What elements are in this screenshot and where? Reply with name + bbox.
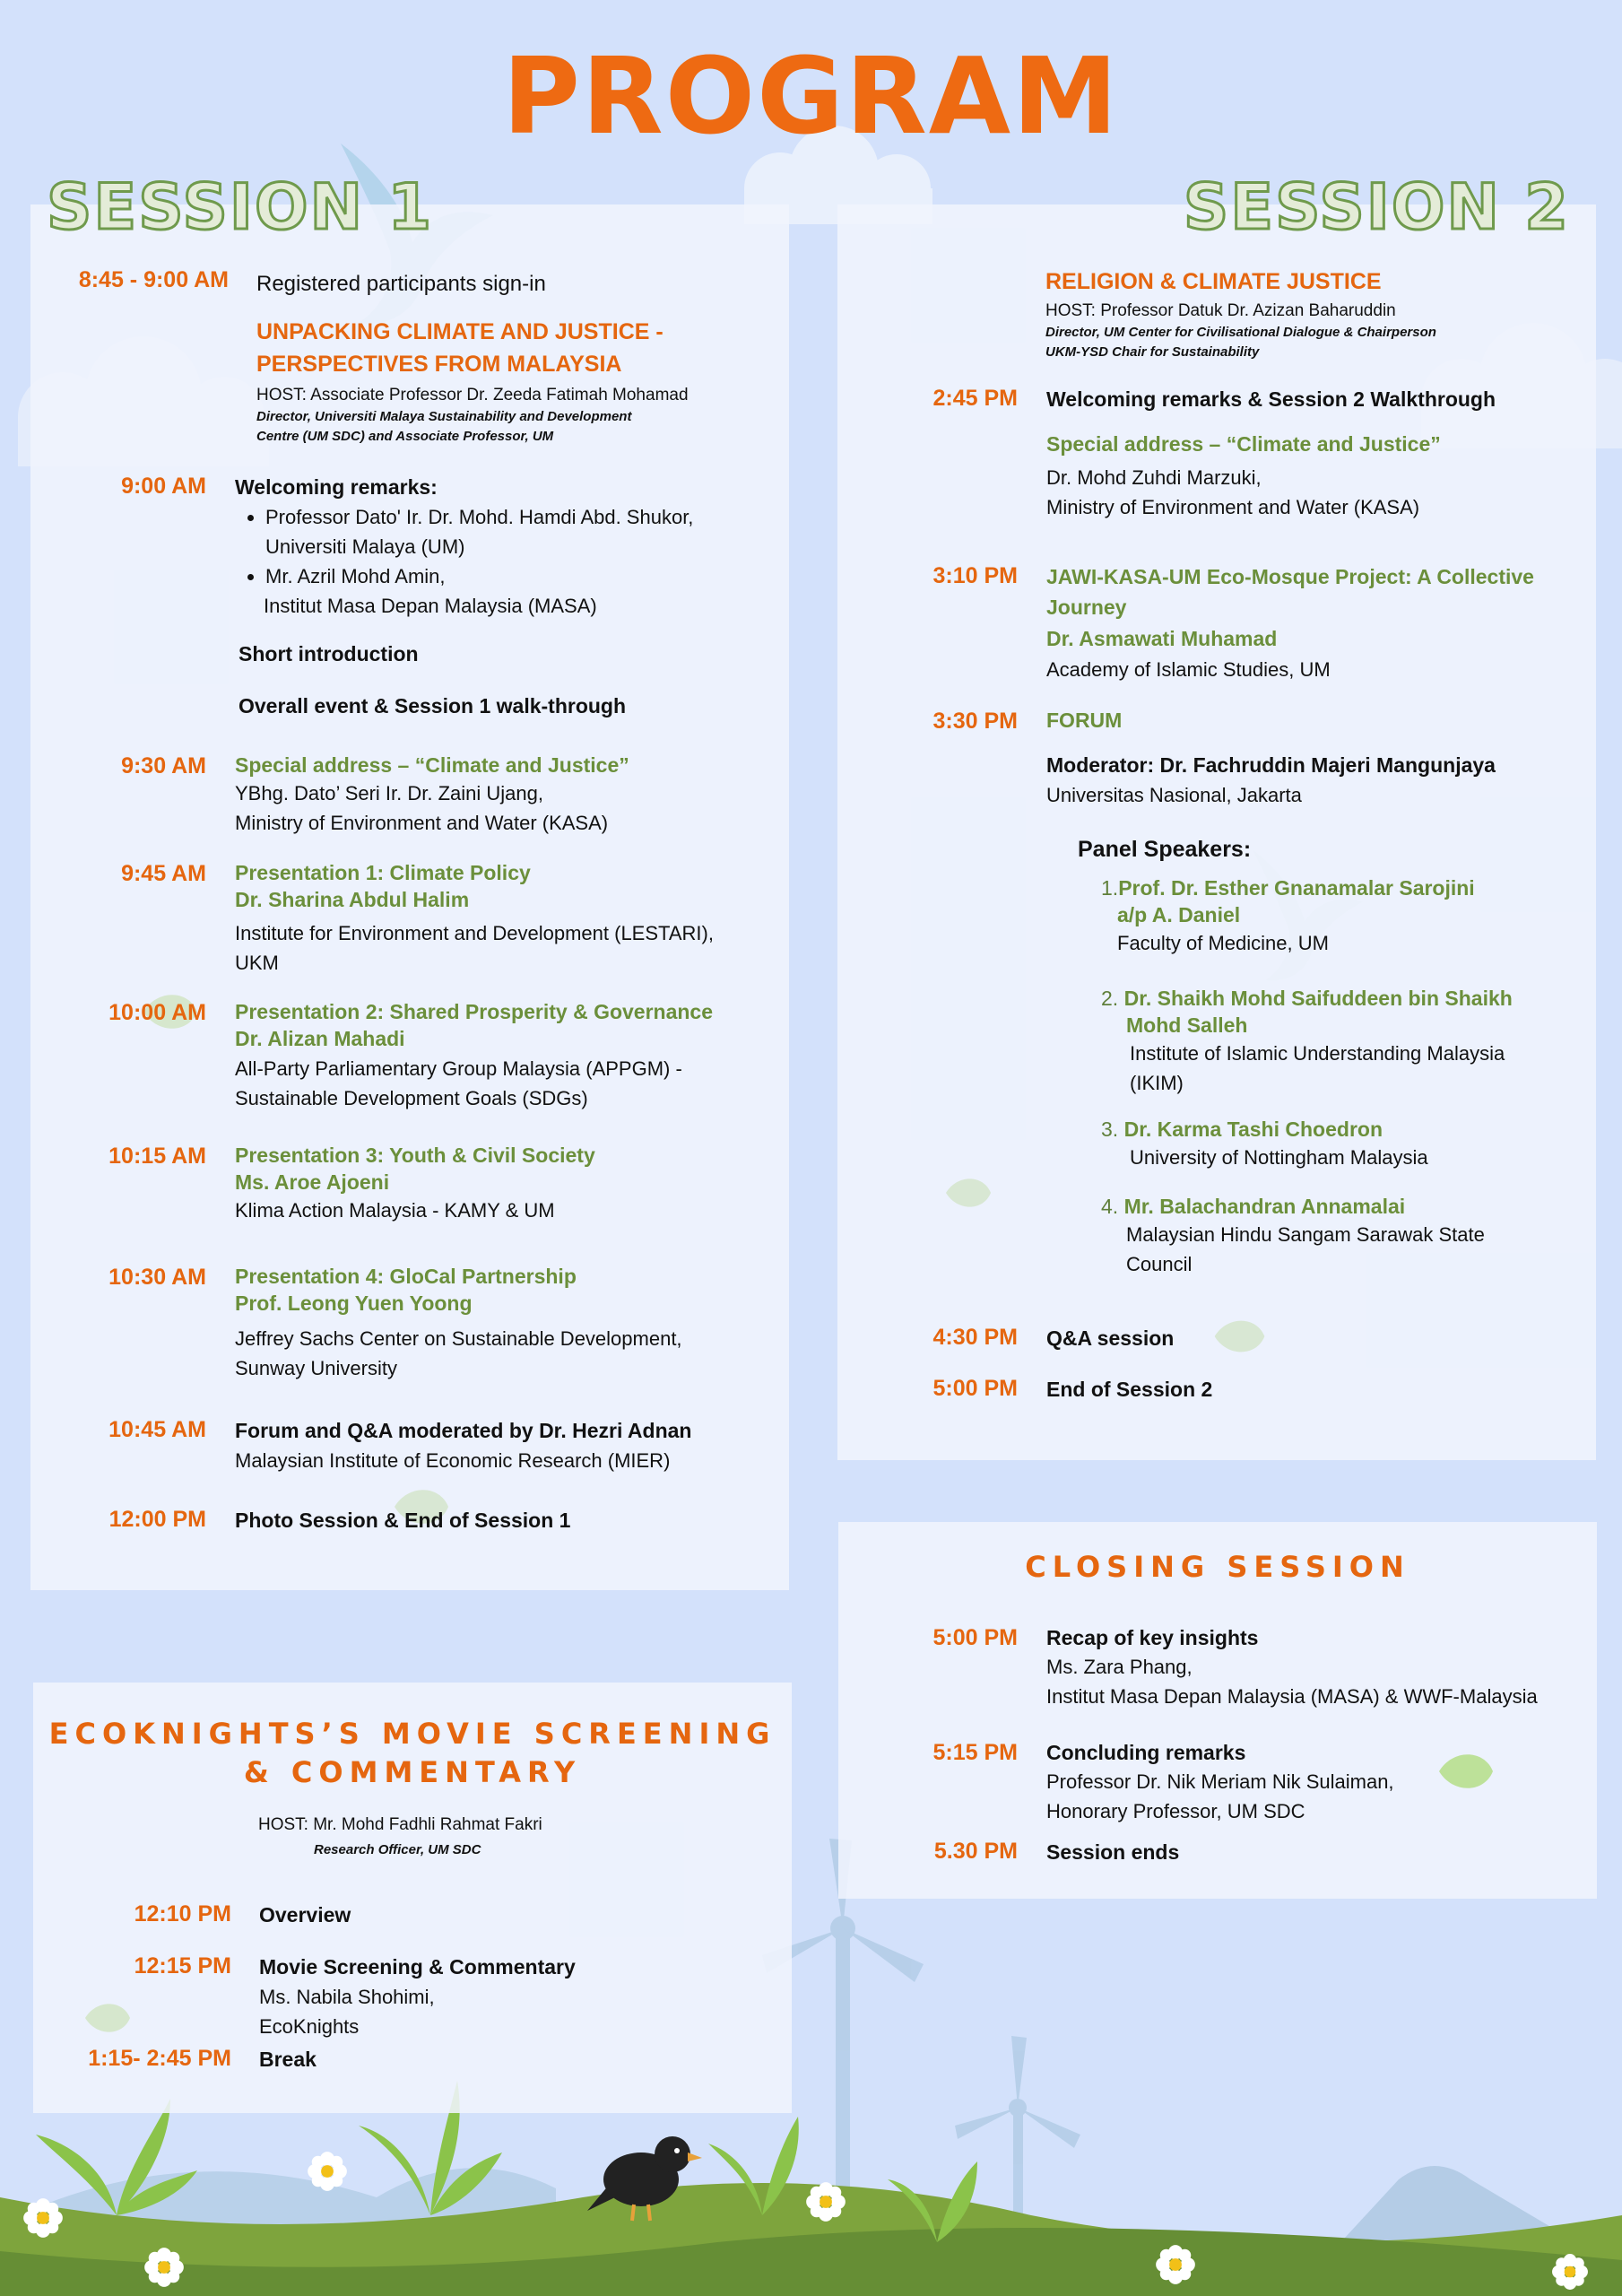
speaker-org: University of Nottingham Malaysia [1130,1146,1428,1169]
time-label: 2:45 PM [932,386,1018,411]
speaker-name: Dr. Mohd Zuhdi Marzuki, [1046,466,1262,489]
speaker-org: Sunway University [235,1357,397,1379]
panel-speaker [1101,874,1585,958]
speaker-name: a/p A. Daniel [1117,903,1241,926]
speaker-org: Universiti Malaya (UM) [265,535,465,558]
speaker-list [240,502,764,621]
time-label: 12:15 PM [134,1953,231,1979]
speaker-org: Institute of Islamic Understanding Malaysia [1130,1042,1505,1065]
time-label: 3:10 PM [932,563,1018,588]
panel-speaker [1101,1116,1585,1172]
agenda-title: FORUM [1046,709,1123,732]
agenda-item [1046,561,1584,684]
time-label: 9:30 AM [121,753,206,778]
host-name: HOST: Mr. Mohd Fadhli Rahmat Fakri [258,1815,542,1834]
moderator-name: Moderator: Dr. Fachruddin Majeri Mangunjaya [1046,753,1496,777]
agenda-title: Presentation 1: Climate Policy [235,861,531,884]
movie-heading [33,1715,792,1792]
host-role: UKM-YSD Chair for Sustainability [1045,344,1260,360]
time-label: 10:30 AM [108,1265,206,1290]
speaker-org: Malaysian Hindu Sangam Sarawak State [1126,1223,1485,1246]
host-name: HOST: Professor Datuk Dr. Azizan Baharuddin [1045,301,1396,320]
time-label: 5:00 PM [932,1376,1018,1401]
speaker-org: Ministry of Environment and Water (KASA) [1046,496,1420,518]
speaker-org: (IKIM) [1130,1072,1184,1094]
speaker-name: YBhg. Dato’ Seri Ir. Dr. Zaini Ujang, [235,782,543,804]
agenda-text: Registered participants sign-in [256,272,546,296]
session1-intro [256,316,759,447]
speaker-org: Jeffrey Sachs Center on Sustainable Development, [235,1327,682,1350]
panel-speaker [1101,985,1585,1098]
session1-title: PERSPECTIVES FROM MALAYSIA [256,352,622,377]
agenda-item [1046,1738,1593,1826]
list-number: 2. [1101,987,1119,1010]
time-label: 4:30 PM [932,1325,1018,1350]
agenda-title: Journey [1046,596,1127,619]
speaker-org: Council [1126,1253,1193,1275]
host-name: HOST: Associate Professor Dr. Zeeda Fatimah Mohamad [256,386,689,404]
agenda-item [235,1142,773,1225]
panel-speaker [1101,1193,1585,1279]
speaker-org: Honorary Professor, UM SDC [1046,1800,1305,1822]
agenda-item [1046,707,1584,810]
blackbird-icon [587,2126,704,2224]
session1-heading: SESSION 1 [47,170,434,244]
page-title: PROGRAM [502,34,1120,158]
agenda-title: Special address – “Climate and Justice” [235,753,629,777]
speaker-org: Faculty of Medicine, UM [1117,932,1329,954]
speaker-org: EcoKnights [259,2015,360,2038]
host-role: Director, UM Center for Civilisational Dialogue & Chairperson [1045,325,1436,340]
agenda-title: Movie Screening & Commentary [259,1955,576,1979]
agenda-item [235,998,782,1113]
session2-title: RELIGION & CLIMATE JUSTICE [1045,269,1382,294]
agenda-title: Recap of key insights [1046,1626,1259,1649]
agenda-title: Session ends [1046,1840,1180,1864]
speaker-org: Institute for Environment and Development (LESTARI), [235,922,714,944]
speaker-name: Ms. Nabila Shohimi, [259,1986,435,2008]
speaker-name: Ms. Aroe Ajoeni [235,1170,390,1194]
time-label: 5.30 PM [933,1839,1018,1864]
host-role: Centre (UM SDC) and Associate Professor, UM [256,429,554,444]
list-number: 1. [1101,876,1119,900]
movie-title: & COMMENTARY [243,1755,582,1789]
agenda-title: End of Session 2 [1046,1378,1213,1401]
session2-intro [1045,265,1583,362]
speaker-name: Dr. Asmawati Muhamad [1046,627,1278,650]
speaker-name: Prof. Dr. Esther Gnanamalar Sarojini [1118,876,1475,900]
moderator-org: Universitas Nasional, Jakarta [1046,784,1302,806]
time-label: 12:00 PM [108,1507,206,1532]
agenda-item [1046,1623,1593,1711]
list-item [265,561,764,621]
agenda-item [235,1263,773,1383]
speaker-org: Institut Masa Depan Malaysia (MASA) & WWF-Malaysia [1046,1685,1538,1708]
speaker-org: Klima Action Malaysia - KAMY & UM [235,1199,555,1222]
daisy-flower-icon [1551,2253,1589,2291]
agenda-title: Presentation 4: GloCal Partnership [235,1265,577,1288]
daisy-flower-icon [22,2197,64,2239]
time-label: 5:00 PM [932,1625,1018,1650]
agenda-subtitle: Special address – “Climate and Justice” [1046,432,1441,456]
speaker-name: Dr. Alizan Mahadi [235,1027,405,1050]
agenda-item [235,752,764,838]
daisy-flower-icon [805,2181,846,2222]
list-item [265,502,764,561]
daisy-flower-icon [307,2151,348,2192]
speaker-name: Dr. Sharina Abdul Halim [235,888,470,911]
plant-icon [888,2144,986,2242]
agenda-title: Concluding remarks [1046,1741,1246,1764]
speaker-org: Ministry of Environment and Water (KASA) [235,812,609,834]
agenda-title: Overall event & Session 1 walk-through [239,694,627,718]
speaker-name: Mr. Azril Mohd Amin, [265,565,446,587]
leaf-icon [1210,1305,1269,1368]
speaker-org: Institut Masa Depan Malaysia (MASA) [264,595,597,617]
time-label: 10:45 AM [108,1417,206,1442]
speaker-name: Ms. Zara Phang, [1046,1656,1193,1678]
agenda-item [1046,384,1584,522]
speaker-name: Mohd Salleh [1126,1013,1248,1037]
time-label: 10:15 AM [108,1144,206,1169]
time-label: 9:00 AM [121,474,206,499]
speaker-org: UKM [235,952,279,974]
speaker-name: Professor Dato' Ir. Dr. Mohd. Hamdi Abd. Shukor, [265,506,694,528]
time-label: 5:15 PM [932,1740,1018,1765]
speaker-name: Professor Dr. Nik Meriam Nik Sulaiman, [1046,1770,1394,1793]
agenda-item [235,472,764,721]
agenda-title: Break [259,2048,317,2071]
speaker-org: Academy of Islamic Studies, UM [1046,658,1331,681]
time-label: 8:45 - 9:00 AM [78,267,229,292]
agenda-title: JAWI-KASA-UM Eco-Mosque Project: A Collective [1046,565,1534,588]
agenda-title: Photo Session & End of Session 1 [235,1509,571,1532]
daisy-flower-icon [1155,2244,1196,2285]
speaker-org: Sustainable Development Goals (SDGs) [235,1087,588,1109]
agenda-item [235,859,773,978]
leaf-icon [937,1170,1000,1215]
time-label: 1:15- 2:45 PM [88,2046,231,2071]
speaker-name: Dr. Shaikh Mohd Saifuddeen bin Shaikh [1123,987,1513,1010]
time-label: 3:30 PM [932,709,1018,734]
agenda-title: Short introduction [239,642,419,665]
agenda-title: Welcoming remarks: [235,475,438,499]
time-label: 10:00 AM [108,1000,206,1025]
agenda-title: Presentation 2: Shared Prosperity & Governance [235,1000,714,1023]
time-label: 9:45 AM [121,861,206,886]
time-label: 12:10 PM [134,1901,231,1926]
leaf-icon [76,1996,139,2040]
agenda-title: Overview [259,1903,351,1926]
agenda-item [259,1952,761,2041]
agenda-item [235,1415,773,1475]
agenda-title: Q&A session [1046,1326,1175,1350]
agenda-title: Presentation 3: Youth & Civil Society [235,1144,595,1167]
list-number: 3. [1101,1118,1119,1141]
speaker-name: Mr. Balachandran Annamalai [1123,1195,1406,1218]
list-number: 4. [1101,1195,1119,1218]
movie-title: ECOKNIGHTS’S MOVIE SCREENING [48,1717,776,1751]
daisy-flower-icon [143,2247,185,2288]
speaker-name: Prof. Leong Yuen Yoong [235,1292,473,1315]
plant-icon [708,2108,816,2215]
panel-label: Panel Speakers: [1078,837,1252,862]
speaker-org: Malaysian Institute of Economic Research (MIER) [235,1449,671,1472]
host-role: Director, Universiti Malaya Sustainability and Development [256,409,632,424]
session2-heading: SESSION 2 [1183,170,1570,244]
speaker-name: Dr. Karma Tashi Choedron [1123,1118,1383,1141]
host-role: Research Officer, UM SDC [314,1842,481,1857]
closing-heading: CLOSING SESSION [1025,1550,1410,1584]
speaker-org: All-Party Parliamentary Group Malaysia (APPGM) - [235,1057,682,1080]
agenda-title: Welcoming remarks & Session 2 Walkthrough [1046,387,1496,411]
agenda-title: Forum and Q&A moderated by Dr. Hezri Adnan [235,1419,692,1442]
session1-title: UNPACKING CLIMATE AND JUSTICE - [256,319,664,344]
